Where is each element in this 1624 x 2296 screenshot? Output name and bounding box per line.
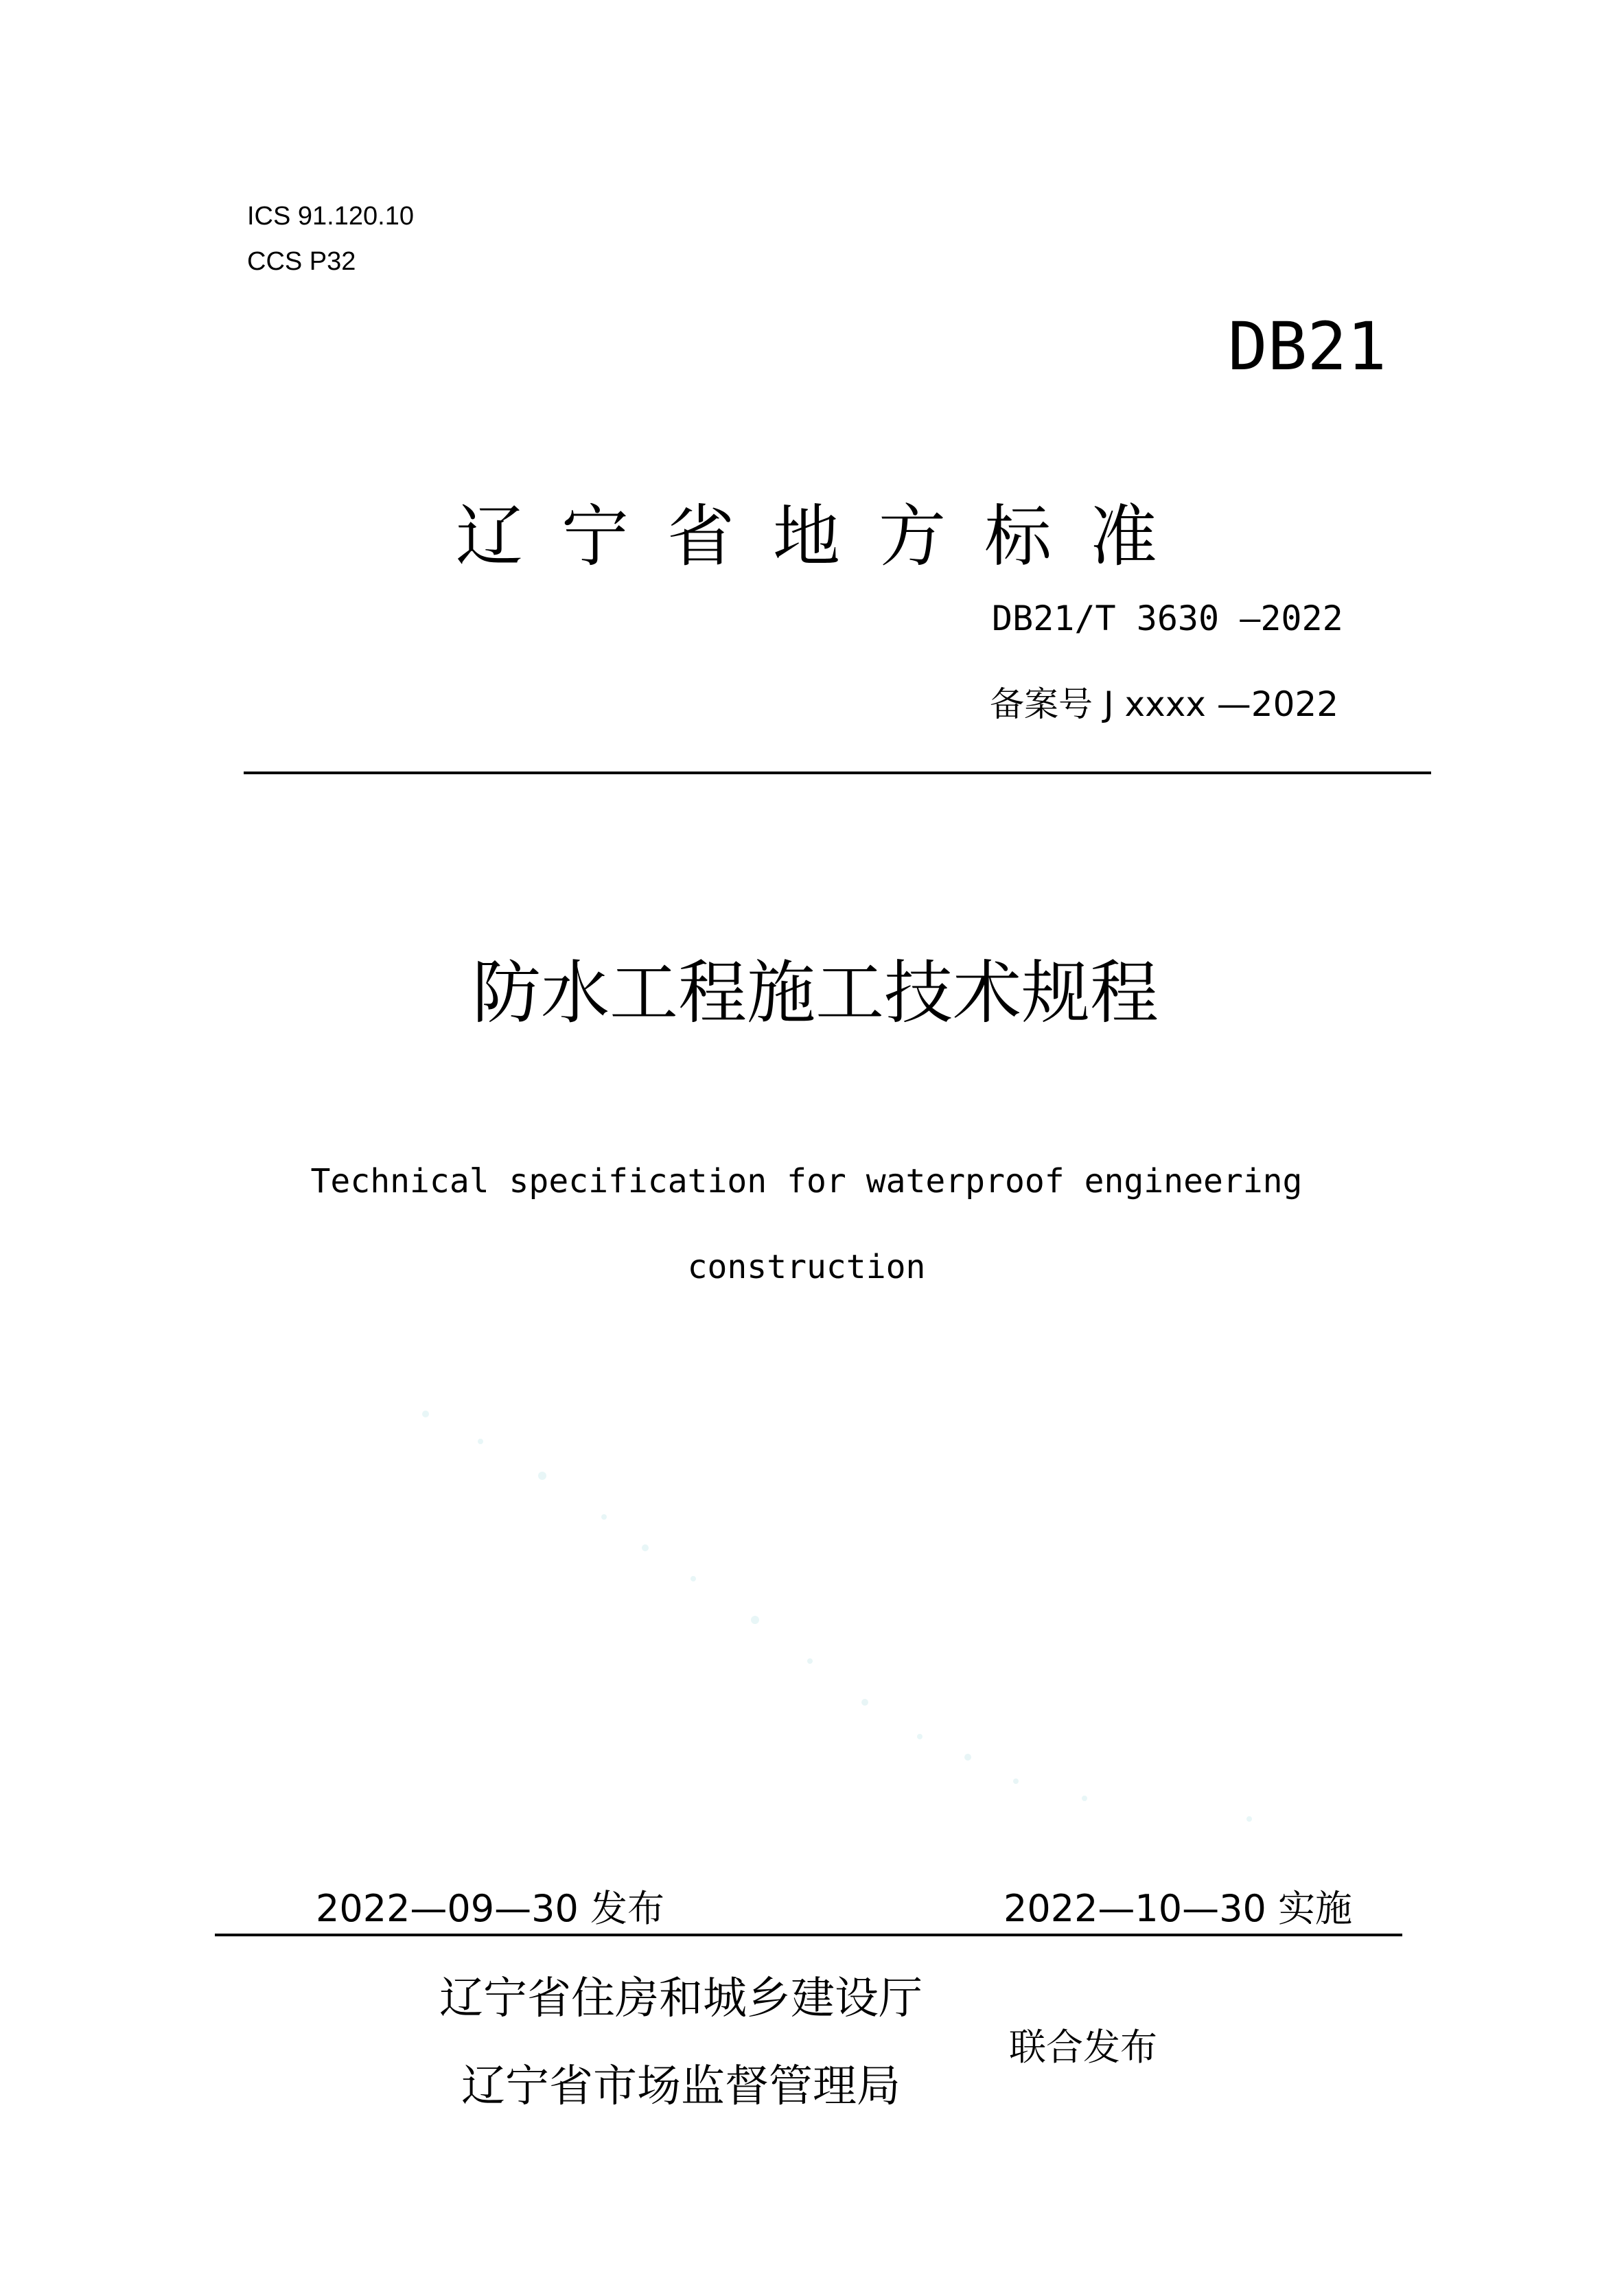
english-title-line-1: Technical specification for waterproof engineering [310,1162,1303,1201]
issue-date: 2022—09—30 发布 [316,1887,665,1930]
english-title-line-2: construction [687,1248,926,1286]
ics-code: ICS 91.120.10 [247,202,414,231]
top-divider [244,772,1431,774]
issuer-market-regulation-bureau: 辽宁省市场监督管理局 [461,2061,901,2112]
document-title: 防水工程施工技术规程 [472,953,1159,1033]
issuer-housing-department: 辽宁省住房和城乡建设厅 [439,1973,923,2024]
joint-issue-label: 联合发布 [1009,2026,1157,2069]
implementation-date: 2022—10—30 实施 [1004,1887,1353,1930]
faint-watermark [398,1400,1304,1826]
standard-category: 辽宁省地方标准 [455,498,1196,576]
db-code: DB21 [1227,308,1387,385]
record-number: 备案号 J xxxx —2022 [990,684,1339,724]
standard-number: DB21/T 3630 —2022 [992,599,1343,638]
ccs-code: CCS P32 [247,247,356,276]
bottom-divider [215,1934,1402,1936]
